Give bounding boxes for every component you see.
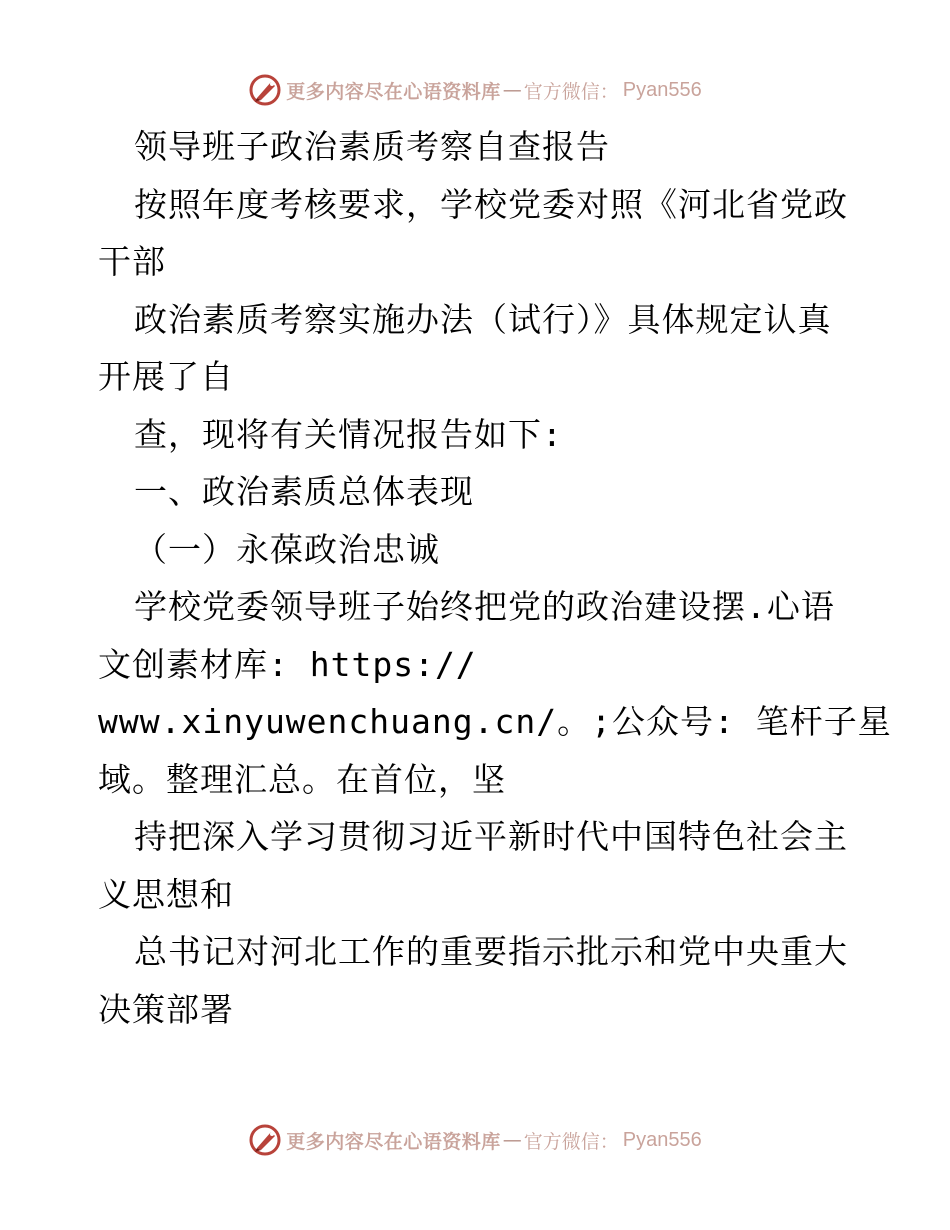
section-heading: 一、政治素质总体表现: [134, 472, 474, 511]
banner-separator: —: [502, 1129, 522, 1151]
banner-main-text: 更多内容尽在心语资料库: [286, 80, 501, 103]
paragraph-line: 域。整理汇总。在首位，坚: [98, 759, 506, 799]
banner-main-text: 更多内容尽在心语资料库: [286, 1130, 501, 1153]
paragraph-line: 义思想和: [98, 874, 234, 914]
banner-wechat-id: Pyan556: [622, 78, 702, 101]
banner-wechat-label: 官方微信：: [523, 1130, 619, 1153]
paragraph-line: 决策部署: [98, 989, 234, 1029]
pen-logo-icon: [248, 73, 282, 107]
subsection-heading: （一）永葆政治忠诚: [134, 529, 440, 569]
banner-separator: —: [502, 79, 522, 101]
banner-wechat-id: Pyan556: [622, 1128, 702, 1151]
paragraph-line: 总书记对河北工作的重要指示批示和党中央重大: [134, 932, 848, 971]
paragraph-line: 学校党委领导班子始终把党的政治建设摆.心语: [134, 587, 835, 626]
paragraph-line: 查，现将有关情况报告如下:: [134, 414, 563, 454]
paragraph-line: 开展了自: [98, 357, 234, 396]
paragraph-line: www.xinyuwenchuang.cn/。;公众号: 笔杆子星: [98, 702, 892, 741]
banner-wechat-label: 官方微信：: [523, 80, 619, 103]
document-title: 领导班子政治素质考察自查报告: [134, 127, 610, 166]
paragraph-line: 持把深入学习贯彻习近平新时代中国特色社会主: [134, 817, 848, 856]
pen-logo-icon: [248, 1123, 282, 1157]
paragraph-line: 干部: [98, 242, 166, 281]
document-body: [98, 118, 892, 1038]
header-watermark-banner: [0, 70, 950, 110]
paragraph-line: 按照年度考核要求，学校党委对照《河北省党政: [134, 184, 848, 224]
footer-watermark-banner: [0, 1120, 950, 1160]
paragraph-line: 文创素材库: https://: [98, 644, 477, 684]
paragraph-line: 政治素质考察实施办法（试行）》具体规定认真: [134, 299, 832, 339]
